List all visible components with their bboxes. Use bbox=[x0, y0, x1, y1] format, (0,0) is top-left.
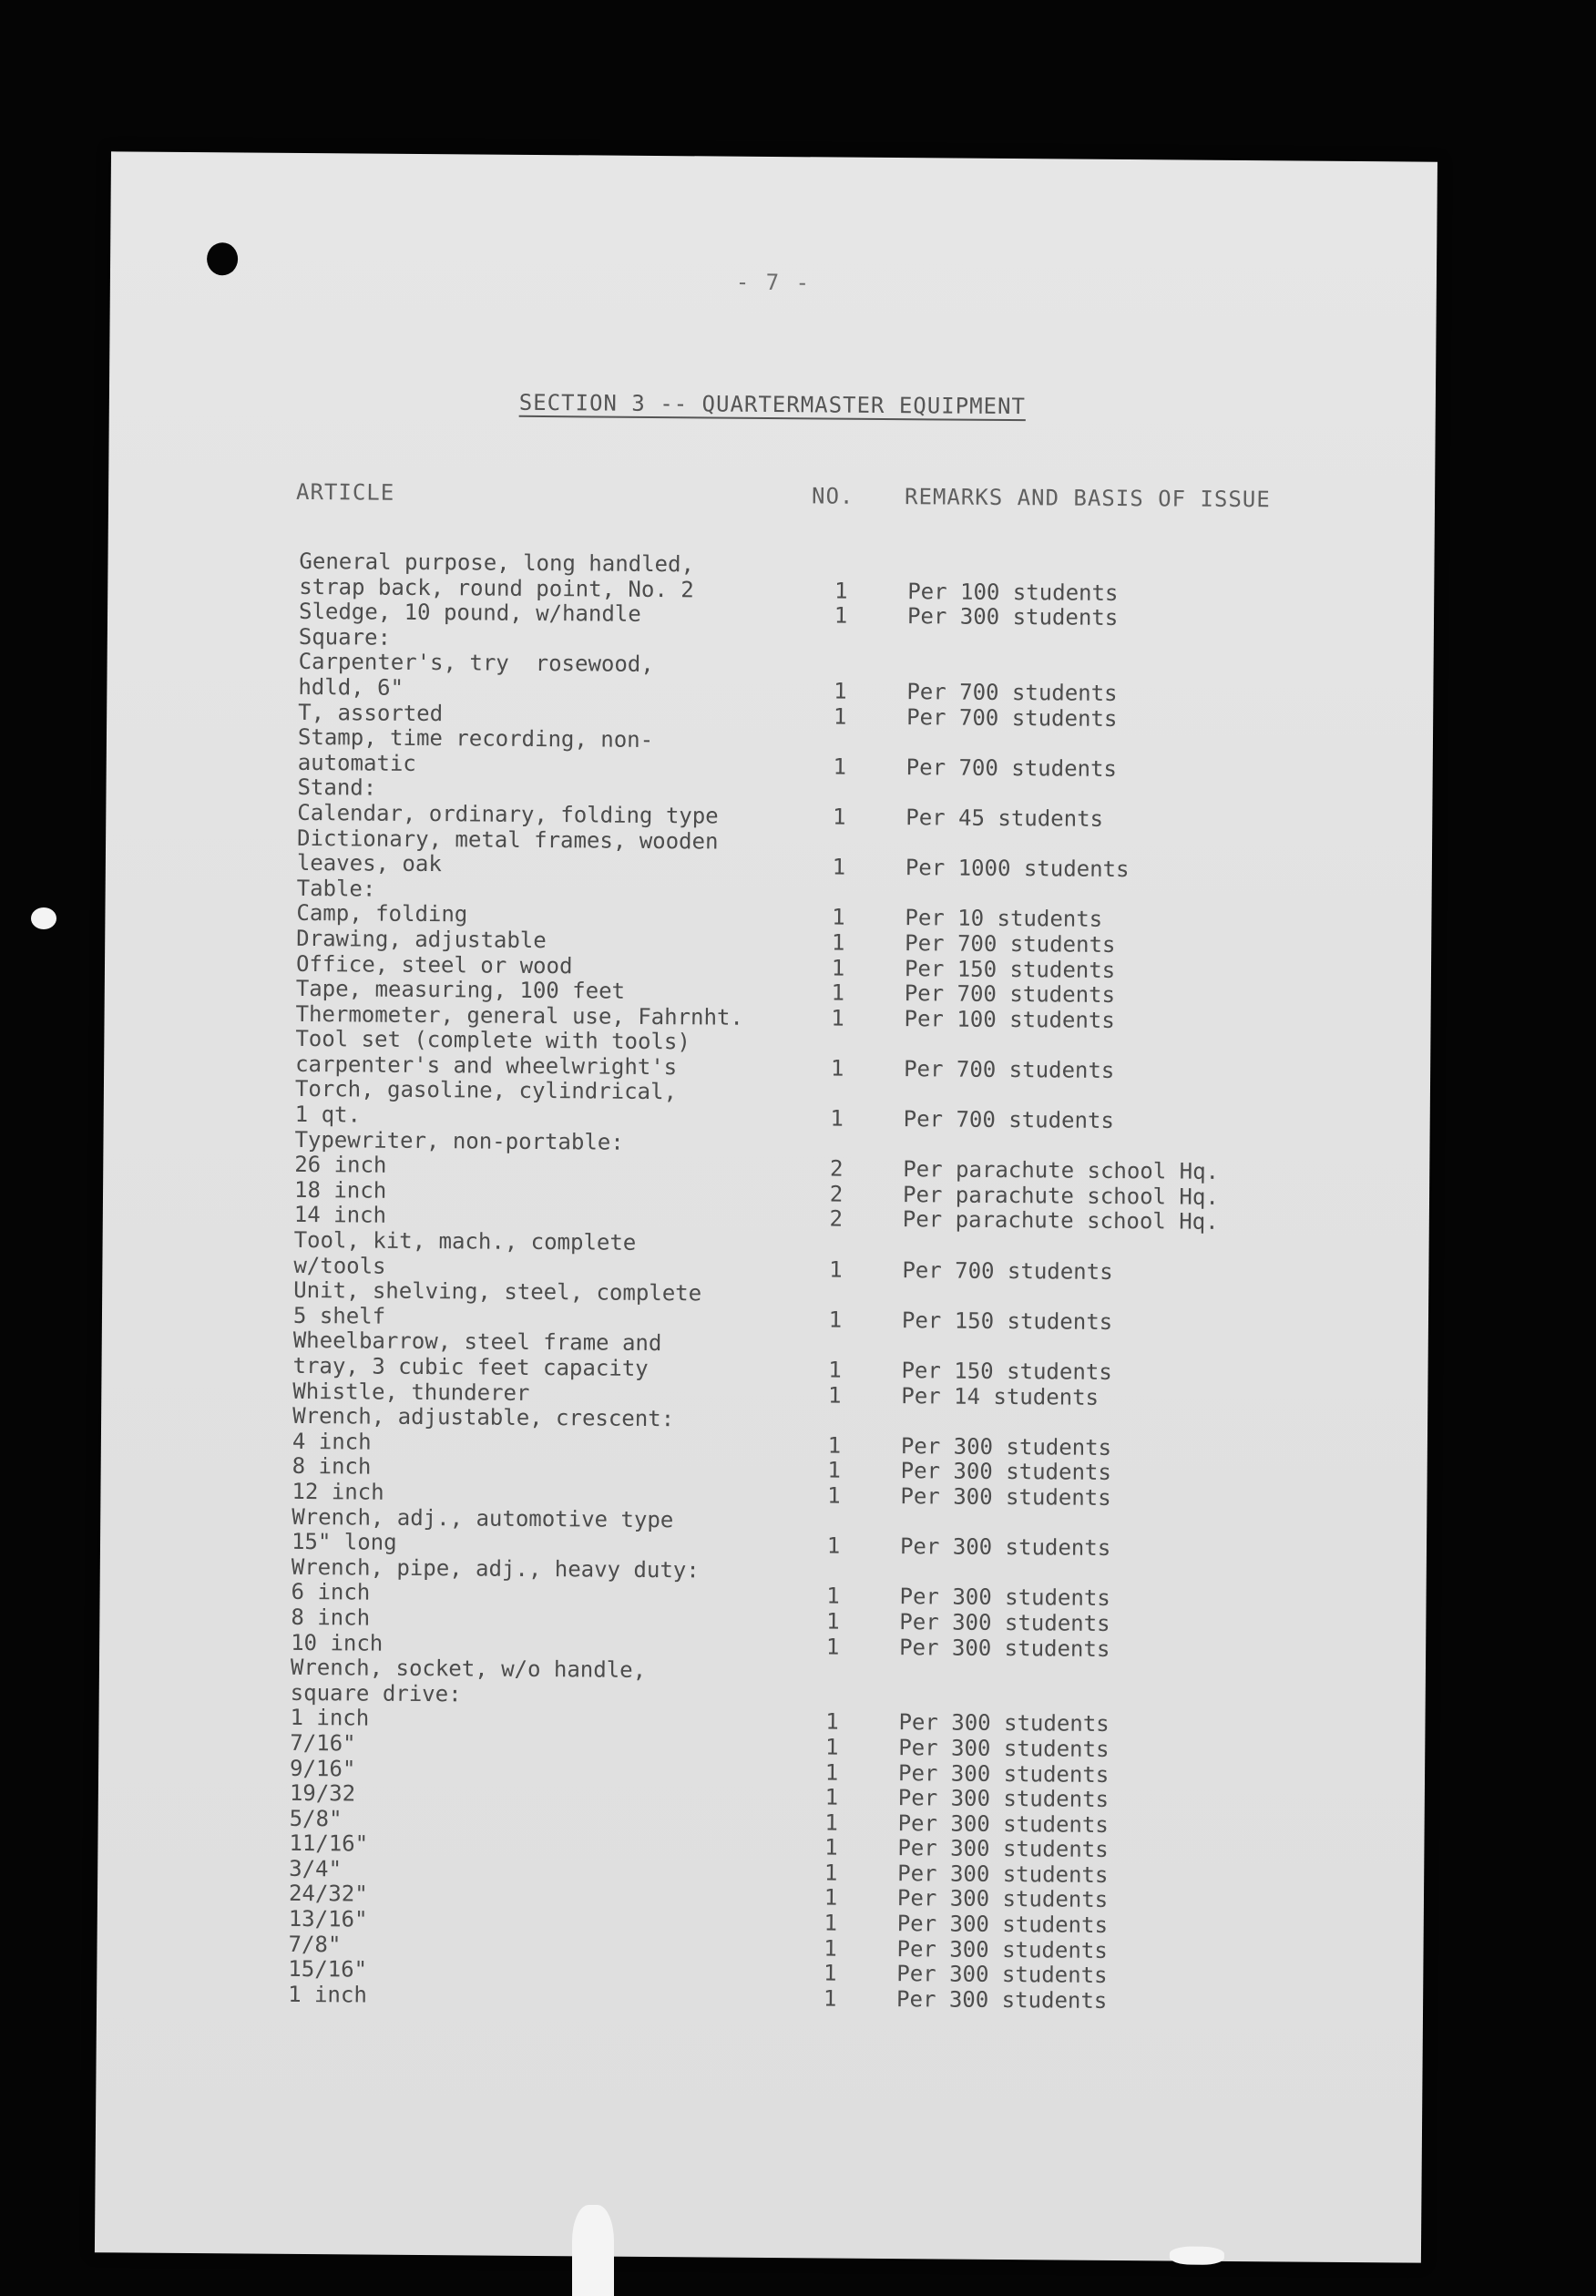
row-article: Torch, gasoline, cylindrical, bbox=[294, 1076, 678, 1105]
row-quantity: 1 bbox=[830, 1055, 844, 1081]
row-remarks: Per 45 students bbox=[905, 805, 1104, 832]
row-remarks: Per 300 students bbox=[898, 1709, 1110, 1737]
row-quantity: 1 bbox=[825, 1708, 839, 1735]
row-quantity: 1 bbox=[823, 1985, 837, 2012]
row-article: 10 inch bbox=[291, 1629, 384, 1656]
row-remarks: Per 300 students bbox=[899, 1584, 1110, 1612]
row-remarks: Per 300 students bbox=[896, 1985, 1108, 2014]
row-article: Thermometer, general use, Fahrnht. bbox=[295, 1000, 743, 1030]
row-remarks: Per 700 students bbox=[906, 703, 1118, 732]
row-remarks: Per parachute school Hq. bbox=[903, 1156, 1220, 1185]
row-remarks: Per 700 students bbox=[905, 930, 1116, 958]
row-quantity: 1 bbox=[823, 1960, 837, 1986]
row-article: Calendar, ordinary, folding type bbox=[297, 799, 719, 829]
row-article: Wrench, pipe, adj., heavy duty: bbox=[291, 1553, 700, 1584]
row-article: 8 inch bbox=[292, 1453, 372, 1480]
page-number: - 7 - bbox=[735, 269, 812, 296]
row-remarks: Per 300 students bbox=[896, 1961, 1108, 1989]
row-quantity: 1 bbox=[824, 1884, 838, 1912]
row-quantity: 1 bbox=[834, 678, 847, 704]
row-article: 9/16" bbox=[289, 1755, 356, 1781]
row-remarks: Per 700 students bbox=[904, 980, 1116, 1009]
row-remarks: Per parachute school Hq. bbox=[902, 1181, 1219, 1210]
row-quantity: 1 bbox=[824, 1834, 838, 1860]
row-article: 14 inch bbox=[293, 1202, 387, 1229]
row-quantity: 1 bbox=[833, 753, 847, 780]
row-remarks: Per 300 students bbox=[896, 1911, 1109, 1938]
row-quantity: 1 bbox=[834, 602, 848, 629]
row-article: Tool, kit, mach., complete bbox=[293, 1226, 637, 1256]
row-article: 1 inch bbox=[288, 1981, 367, 2008]
row-article: Dictionary, metal frames, wooden bbox=[297, 825, 719, 855]
row-remarks: Per 150 students bbox=[901, 1358, 1112, 1385]
row-article: leaves, oak bbox=[296, 850, 442, 877]
column-header-no: NO. bbox=[811, 483, 854, 509]
row-remarks: Per 300 students bbox=[897, 1860, 1109, 1888]
row-article: Wrench, adjustable, crescent: bbox=[292, 1403, 675, 1432]
row-remarks: Per 300 students bbox=[900, 1458, 1111, 1486]
row-article: hdld, 6" bbox=[298, 673, 404, 701]
row-quantity: 1 bbox=[832, 854, 846, 880]
row-remarks: Per 150 students bbox=[901, 1307, 1113, 1335]
row-article: square drive: bbox=[290, 1679, 462, 1707]
row-article: 7/8" bbox=[288, 1931, 342, 1957]
row-remarks: Per 10 students bbox=[905, 905, 1103, 933]
row-remarks: Per 300 students bbox=[897, 1785, 1110, 1813]
row-remarks: Per 700 students bbox=[903, 1106, 1114, 1134]
row-quantity: 1 bbox=[827, 1382, 842, 1409]
column-header-remarks: REMARKS AND BASIS OF ISSUE bbox=[904, 484, 1271, 513]
row-quantity: 1 bbox=[824, 1758, 839, 1786]
row-quantity: 1 bbox=[824, 1809, 838, 1836]
row-quantity: 1 bbox=[833, 703, 847, 730]
row-article: Carpenter's, try rosewood, bbox=[298, 649, 654, 678]
row-quantity: 1 bbox=[824, 1935, 837, 1962]
row-remarks: Per 300 students bbox=[898, 1735, 1110, 1762]
row-article: Wheelbarrow, steel frame and bbox=[292, 1327, 662, 1357]
row-article: Whistle, thunderer bbox=[292, 1378, 530, 1406]
row-article: General purpose, long handled, bbox=[299, 548, 695, 578]
row-article: 4 inch bbox=[292, 1428, 372, 1455]
row-remarks: Per 700 students bbox=[904, 1056, 1115, 1083]
document-page bbox=[95, 151, 1437, 2262]
row-remarks: Per 100 students bbox=[904, 1005, 1115, 1033]
row-quantity: 1 bbox=[832, 804, 846, 830]
row-quantity: 1 bbox=[824, 1910, 838, 1936]
row-article: Tool set (complete with tools) bbox=[295, 1026, 691, 1055]
row-article: Camp, folding bbox=[296, 900, 468, 928]
row-article: Stamp, time recording, non- bbox=[297, 724, 654, 753]
row-remarks: Per 700 students bbox=[906, 679, 1118, 706]
row-article: Table: bbox=[296, 875, 376, 902]
row-quantity: 1 bbox=[824, 1784, 839, 1810]
row-article: 19/32 bbox=[289, 1779, 356, 1807]
row-article: 11/16" bbox=[289, 1830, 369, 1857]
row-quantity: 1 bbox=[827, 1482, 841, 1509]
row-remarks: Per 300 students bbox=[897, 1809, 1109, 1838]
section-title bbox=[109, 386, 1436, 422]
row-article: Square: bbox=[298, 623, 392, 651]
row-article: carpenter's and wheelwright's bbox=[295, 1051, 678, 1081]
row-article: 1 inch bbox=[290, 1705, 370, 1731]
row-article: Wrench, socket, w/o handle, bbox=[290, 1655, 647, 1684]
row-remarks: Per 1000 students bbox=[905, 855, 1130, 883]
row-article: Tape, measuring, 100 feet bbox=[295, 975, 626, 1004]
row-remarks: Per 300 students bbox=[899, 1634, 1110, 1662]
row-remarks: Per 300 students bbox=[899, 1609, 1110, 1636]
row-article: Wrench, adj., automotive type bbox=[292, 1503, 674, 1532]
row-quantity: 1 bbox=[827, 1457, 842, 1483]
row-article: Stand: bbox=[297, 774, 377, 801]
row-remarks: Per 300 students bbox=[906, 603, 1119, 631]
row-remarks: Per 300 students bbox=[897, 1759, 1110, 1788]
row-quantity: 1 bbox=[828, 1307, 843, 1333]
row-quantity: 1 bbox=[831, 955, 845, 981]
row-article: automatic bbox=[297, 749, 416, 776]
row-article: 8 inch bbox=[291, 1604, 371, 1631]
row-quantity: 1 bbox=[831, 929, 845, 956]
row-remarks: Per 300 students bbox=[896, 1885, 1109, 1913]
row-article: Office, steel or wood bbox=[295, 950, 573, 979]
row-remarks: Per 300 students bbox=[900, 1432, 1112, 1461]
row-article: Unit, shelving, steel, complete bbox=[293, 1277, 702, 1307]
row-quantity: 1 bbox=[834, 578, 848, 604]
row-article: tray, 3 cubic feet capacity bbox=[292, 1352, 649, 1381]
row-quantity: 2 bbox=[829, 1205, 844, 1233]
row-remarks: Per parachute school Hq. bbox=[902, 1206, 1219, 1235]
row-quantity: 2 bbox=[829, 1155, 844, 1182]
film-speck bbox=[572, 2205, 614, 2296]
row-remarks: Per 700 students bbox=[905, 753, 1118, 782]
row-quantity: 2 bbox=[829, 1181, 844, 1207]
row-quantity: 1 bbox=[826, 1583, 840, 1609]
row-remarks: Per 100 students bbox=[907, 578, 1119, 606]
row-remarks: Per 300 students bbox=[900, 1483, 1111, 1511]
row-article: strap back, round point, No. 2 bbox=[299, 573, 694, 602]
row-remarks: Per 300 students bbox=[896, 1935, 1108, 1963]
row-article: 12 inch bbox=[292, 1478, 384, 1505]
row-quantity: 1 bbox=[831, 1005, 844, 1031]
row-article: Drawing, adjustable bbox=[296, 925, 547, 953]
row-article: Sledge, 10 pound, w/handle bbox=[298, 599, 641, 628]
row-remarks: Per 700 students bbox=[902, 1256, 1113, 1285]
row-quantity: 1 bbox=[825, 1634, 840, 1660]
film-speck bbox=[1170, 2246, 1224, 2264]
row-remarks: Per 300 students bbox=[899, 1533, 1111, 1562]
row-article: 24/32" bbox=[288, 1881, 368, 1908]
row-quantity: 1 bbox=[826, 1532, 841, 1559]
row-remarks: Per 300 students bbox=[897, 1835, 1109, 1863]
section-title-text: SECTION 3 -- QUARTERMASTER EQUIPMENT bbox=[518, 389, 1027, 420]
column-header-article: ARTICLE bbox=[295, 478, 395, 506]
row-quantity: 1 bbox=[828, 1357, 842, 1383]
row-quantity: 1 bbox=[827, 1432, 842, 1459]
row-article: 1 qt. bbox=[294, 1101, 362, 1128]
row-quantity: 1 bbox=[824, 1860, 838, 1886]
row-quantity: 1 bbox=[824, 1734, 839, 1760]
row-article: 5 shelf bbox=[292, 1302, 386, 1329]
equipment-table bbox=[97, 547, 1435, 2015]
row-article: 13/16" bbox=[288, 1905, 368, 1932]
row-quantity: 1 bbox=[826, 1608, 840, 1635]
row-quantity: 1 bbox=[829, 1256, 843, 1283]
film-speck bbox=[31, 907, 56, 929]
row-article: Typewriter, non-portable: bbox=[294, 1126, 624, 1155]
row-article: 15/16" bbox=[288, 1956, 368, 1983]
row-remarks: Per 150 students bbox=[904, 955, 1116, 983]
row-article: 15" long bbox=[291, 1529, 397, 1555]
row-quantity: 1 bbox=[830, 1105, 844, 1132]
row-article: w/tools bbox=[293, 1252, 386, 1279]
row-article: 18 inch bbox=[293, 1176, 387, 1204]
row-article: 3/4" bbox=[289, 1855, 343, 1882]
row-quantity: 1 bbox=[831, 979, 845, 1006]
row-article: 7/16" bbox=[290, 1729, 356, 1757]
row-remarks: Per 14 students bbox=[901, 1382, 1100, 1410]
row-article: T, assorted bbox=[298, 699, 444, 726]
row-article: 26 inch bbox=[294, 1152, 387, 1178]
row-article: 6 inch bbox=[291, 1579, 371, 1605]
row-quantity: 1 bbox=[832, 904, 845, 930]
row-article: 5/8" bbox=[289, 1805, 343, 1832]
